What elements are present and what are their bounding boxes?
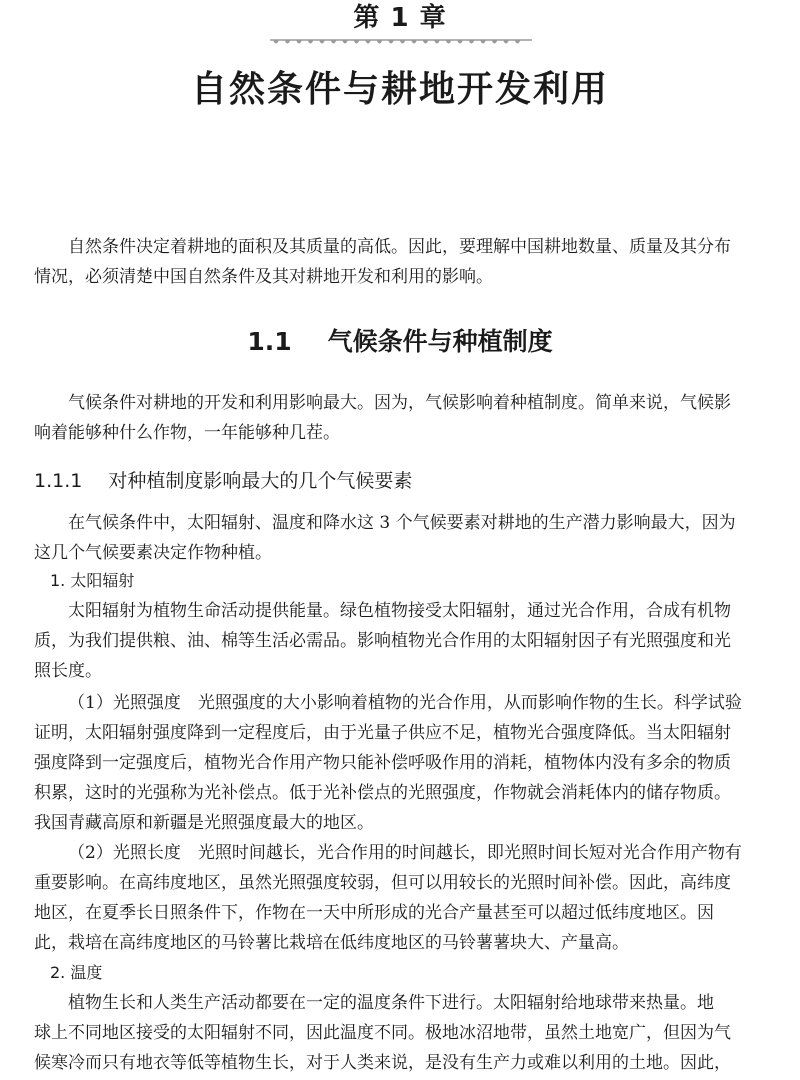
text-line: 质，为我们提供粮、油、棉等生活必需品。影响植物光合作用的太阳辐射因子有光照强度和光 [34,631,731,651]
subsection-title: 对种植制度影响最大的几个气候要素 [108,470,413,492]
chapter-title: 自然条件与耕地开发利用 [190,69,609,110]
solar-paragraph-1 [34,596,800,686]
item-heading-solar: 1. 太阳辐射 [50,571,135,590]
text-line: 球上不同地区接受的太阳辐射不同，因此温度不同。极地冰沼地带，虽然土地宽广，但因为气 [34,1023,731,1043]
text-line: 候寒冷而只有地衣等低等植物生长，对于人类来说，是没有生产力或难以利用的土地。因此， [34,1053,731,1073]
section-number: 1.1 [247,327,292,356]
text-line: 我国青藏高原和新疆是光照强度最大的地区。 [34,813,374,833]
intro-paragraph [34,232,800,292]
text-line: 响着能够种什么作物，一年能够种几茬。 [34,423,340,443]
section-title: 气候条件与种植制度 [327,327,553,356]
subsection-number: 1.1.1 [34,470,83,492]
light-duration-paragraph [34,838,800,958]
text-line: 此，栽培在高纬度地区的马铃薯比栽培在低纬度地区的马铃薯薯块大、产量高。 [34,933,629,953]
text-line: （1）光照强度 光照强度的大小影响着植物的光合作用，从而影响作物的生长。科学试验 [68,693,742,713]
text-line: 强度降到一定强度后，植物光合作用产物只能补偿呼吸作用的消耗，植物体内没有多余的物质 [34,753,731,773]
text-line: 气候条件对耕地的开发和利用影响最大。因为，气候影响着种植制度。简单来说，气候影 [68,393,731,413]
text-line: 地区，在夏季长日照条件下，作物在一天中所形成的光合产量甚至可以超过低纬度地区。因 [34,903,714,923]
text-line: 这几个气候要素决定作物种植。 [34,543,272,563]
text-line: 情况，必须清楚中国自然条件及其对耕地开发和利用的影响。 [34,267,493,287]
chapter-ornament [270,38,532,50]
text-line: 太阳辐射为植物生命活动提供能量。绿色植物接受太阳辐射，通过光合作用，合成有机物 [68,601,731,621]
text-line: 在气候条件中，太阳辐射、温度和降水这 3 个气候要素对耕地的生产潜力影响最大，因为 [68,513,736,533]
section-paragraph [34,388,800,448]
section-heading [0,322,800,362]
light-intensity-paragraph [34,688,800,838]
text-line: 重要影响。在高纬度地区，虽然光照强度较弱，但可以用较长的光照时间补偿。因此，高纬度 [34,873,731,893]
text-line: 积累，这时的光强称为光补偿点。低于光补偿点的光照强度，作物就会消耗体内的储存物质。 [34,783,731,803]
text-line: 植物生长和人类生产活动都要在一定的温度条件下进行。太阳辐射给地球带来热量。地 [68,993,714,1013]
item-heading-temperature: 2. 温度 [50,963,103,982]
text-line: （2）光照长度 光照时间越长，光合作用的时间越长，即光照时间长短对光合作用产物有 [68,843,742,863]
subsection-paragraph [34,508,800,568]
subsection-heading [34,466,412,496]
chapter-label: 第 1 章 [353,3,447,33]
text-line: 证明，太阳辐射强度降到一定程度后，由于光量子供应不足，植物光合强度降低。当太阳辐射 [34,723,731,743]
text-line: 自然条件决定着耕地的面积及其质量的高低。因此，要理解中国耕地数量、质量及其分布 [68,237,731,257]
text-line: 照长度。 [34,661,102,681]
temperature-paragraph [34,988,800,1078]
